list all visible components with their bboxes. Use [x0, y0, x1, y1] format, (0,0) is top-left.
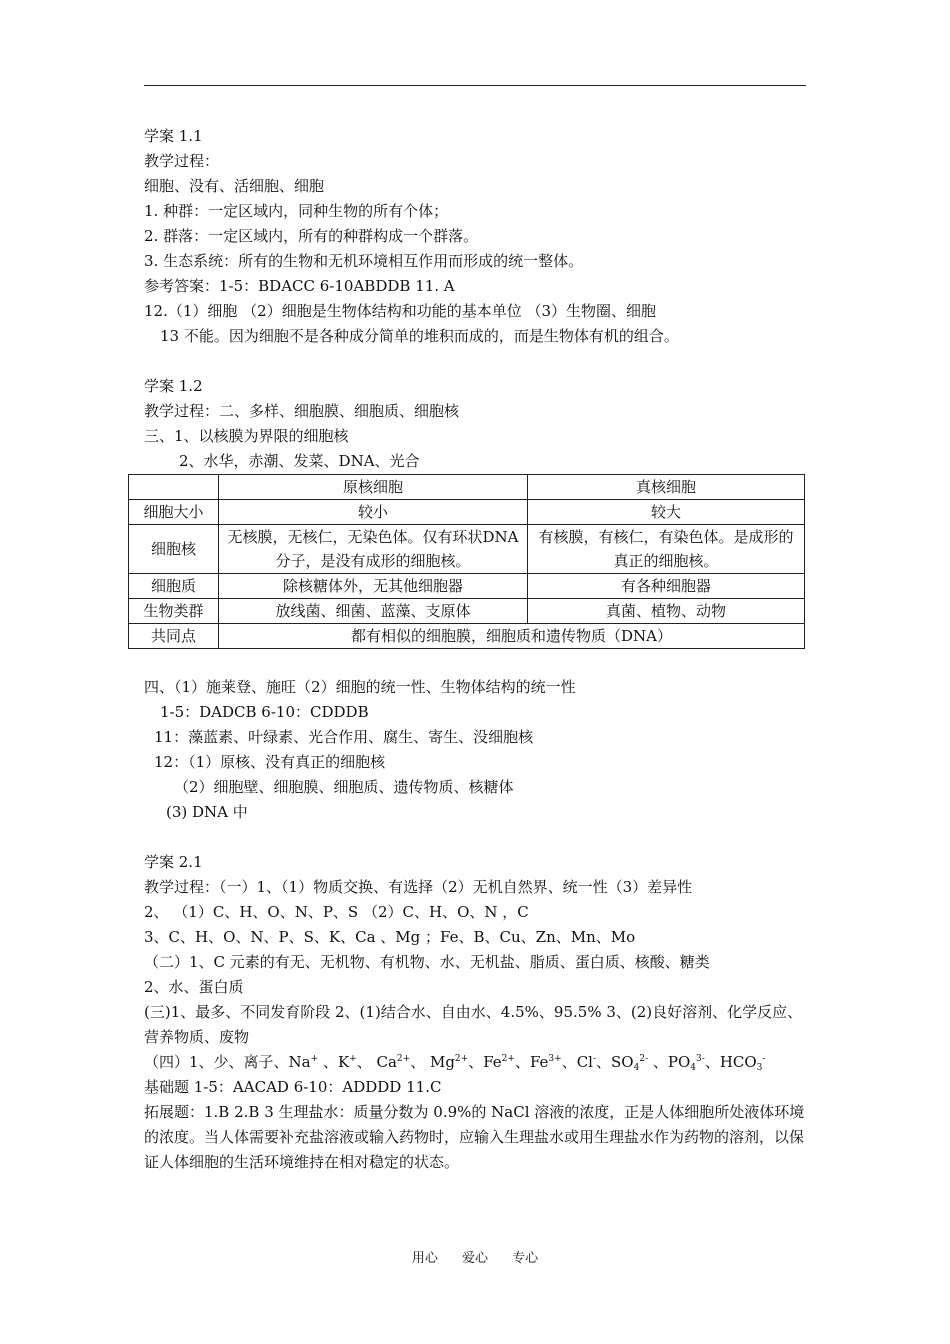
- section-title-1-1: 学案 1.1: [144, 127, 203, 145]
- comparison-table: [128, 474, 805, 649]
- text-line: 教学过程：二、多样、细胞膜、细胞质、细胞核: [144, 402, 460, 420]
- text-line: 四、（1）施莱登、施旺（2）细胞的统一性、生物体结构的统一性: [144, 678, 576, 696]
- charge: -: [762, 1054, 766, 1064]
- charge: +: [310, 1054, 319, 1064]
- text-line: 三、1、以核膜为界限的细胞核: [144, 427, 349, 445]
- table-row: [129, 525, 805, 574]
- charge: 2+: [454, 1054, 469, 1064]
- ion: 、HCO: [704, 1053, 757, 1071]
- text-line: 2、水、蛋白质: [144, 978, 244, 996]
- text-line: 3、C、H、O、N、P、S、K、Ca 、Mg ；Fe、B、Cu、Zn、Mn、Mo: [144, 928, 636, 946]
- answer-line: 参考答案：1-5：BDACC 6-10ABDDB 11. A: [144, 277, 455, 295]
- answer-line: 11：藻蓝素、叶绿素、光合作用、腐生、寄生、没细胞核: [154, 728, 534, 746]
- text-paragraph: 拓展题：1.B 2.B 3 生理盐水：质量分数为 0.9%的 NaCl 溶液的浓度，正是人体细胞所处液体环境的浓度。当人体需要补充盐溶液或输入药物时，应输入生理盐水或用生理盐水作为药物的溶剂，以保证人体细胞的生活环境维持在相对稳定的状态。: [144, 1103, 805, 1171]
- text-line: 1. 种群：一定区域内，同种生物的所有个体；: [144, 202, 449, 220]
- table-row: [129, 599, 805, 624]
- ion: 、Fe: [514, 1053, 549, 1071]
- table-row: [129, 500, 805, 525]
- text-line: （二）1、C 元素的有无、无机物、有机物、水、无机盐、脂质、蛋白质、核酸、糖类: [144, 953, 710, 971]
- ion: 、SO: [596, 1053, 634, 1071]
- subscript: 4: [633, 1063, 640, 1073]
- answer-line: 12.（1）细胞 （2）细胞是生物体结构和功能的基本单位 （3）生物圈、细胞: [144, 302, 657, 320]
- charge: 2-: [639, 1054, 649, 1064]
- table-cell: 有核膜，有核仁，有染色体。是成形的真正的细胞核。: [528, 525, 805, 574]
- answer-line: (3) DNA 中: [166, 803, 248, 821]
- text-line: 3. 生态系统：所有的生物和无机环境相互作用而形成的统一整体。: [144, 252, 584, 270]
- table-header-row: [129, 475, 805, 500]
- table-cell: 都有相似的细胞膜，细胞质和遗传物质（DNA）: [219, 624, 805, 649]
- charge: 2+: [501, 1054, 515, 1064]
- ion: 、Cl: [561, 1053, 593, 1071]
- ion: 、 Ca: [356, 1053, 397, 1071]
- table-cell: 真菌、植物、动物: [528, 599, 805, 624]
- ion: Na: [288, 1053, 311, 1071]
- answer-line: （2）细胞壁、细胞膜、细胞质、遗传物质、核糖体: [174, 778, 514, 796]
- charge: +: [349, 1054, 357, 1064]
- ion: 、PO: [648, 1053, 691, 1071]
- table-cell: 较大: [528, 500, 805, 525]
- charge: 2+: [396, 1054, 411, 1064]
- header-rule: [144, 85, 806, 86]
- table-header-cell: 原核细胞: [219, 475, 528, 500]
- table-row-header: 细胞质: [129, 574, 219, 599]
- ion: 、K: [318, 1053, 350, 1071]
- answer-line: 基础题 1-5：AACAD 6-10：ADDDD 11.C: [144, 1078, 442, 1096]
- text-line: 教学过程：（一）1、（1）物质交换、有选择（2）无机自然界、统一性（3）差异性: [144, 878, 693, 896]
- answer-line: 13 不能。因为细胞不是各种成分简单的堆积而成的，而是生物体有机的组合。: [160, 327, 679, 345]
- page-footer: 用心 爱心 专心: [411, 1251, 539, 1266]
- ion: 、Fe: [468, 1053, 502, 1071]
- ion-line: [144, 1050, 824, 1075]
- subscript: 4: [690, 1063, 697, 1073]
- table-cell: 无核膜，无核仁，无染色体。仅有环状DNA 分子，是没有成形的细胞核。: [219, 525, 528, 574]
- charge: 3+: [548, 1054, 562, 1064]
- section-title-1-2: 学案 1.2: [144, 377, 203, 395]
- text-line: 教学过程：: [144, 152, 220, 170]
- document-body: [144, 124, 824, 1175]
- charge: 3-: [696, 1054, 705, 1064]
- table-cell: 较小: [219, 500, 528, 525]
- table-cell: 除核糖体外，无其他细胞器: [219, 574, 528, 599]
- charge: -: [592, 1054, 597, 1064]
- answer-line: 12：（1）原核、没有真正的细胞核: [154, 753, 386, 771]
- text: （四）1、少、离子、: [144, 1053, 289, 1071]
- ion: 、 Mg: [410, 1053, 455, 1071]
- section-title-2-1: 学案 2.1: [144, 853, 203, 871]
- text-line: 2、 （1）C、H、O、N、P、S （2）C、H、O、N ，C: [144, 903, 529, 921]
- table-cell: 有各种细胞器: [528, 574, 805, 599]
- text-line: 2、水华，赤潮、发菜、DNA、光合: [179, 452, 420, 470]
- table-header-cell: 真核细胞: [528, 475, 805, 500]
- table-row-header: 细胞核: [129, 525, 219, 574]
- text-line: 细胞、没有、活细胞、细胞: [144, 177, 325, 195]
- table-cell: 放线菌、细菌、蓝藻、支原体: [219, 599, 528, 624]
- table-row: [129, 574, 805, 599]
- text-line: 2. 群落：一定区域内，所有的种群构成一个群落。: [144, 227, 479, 245]
- table-row-header: 共同点: [129, 624, 219, 649]
- subscript: 3: [756, 1063, 763, 1073]
- table-row: [129, 624, 805, 649]
- table-cell: [129, 475, 219, 500]
- text-paragraph: (三)1、最多、不同发育阶段 2、(1)结合水、自由水、4.5%、95.5% 3、(2)良好溶剂、化学反应、营养物质、废物: [144, 1003, 803, 1046]
- table-row-header: 细胞大小: [129, 500, 219, 525]
- table-row-header: 生物类群: [129, 599, 219, 624]
- answer-line: 1-5：DADCB 6-10：CDDDB: [160, 703, 369, 721]
